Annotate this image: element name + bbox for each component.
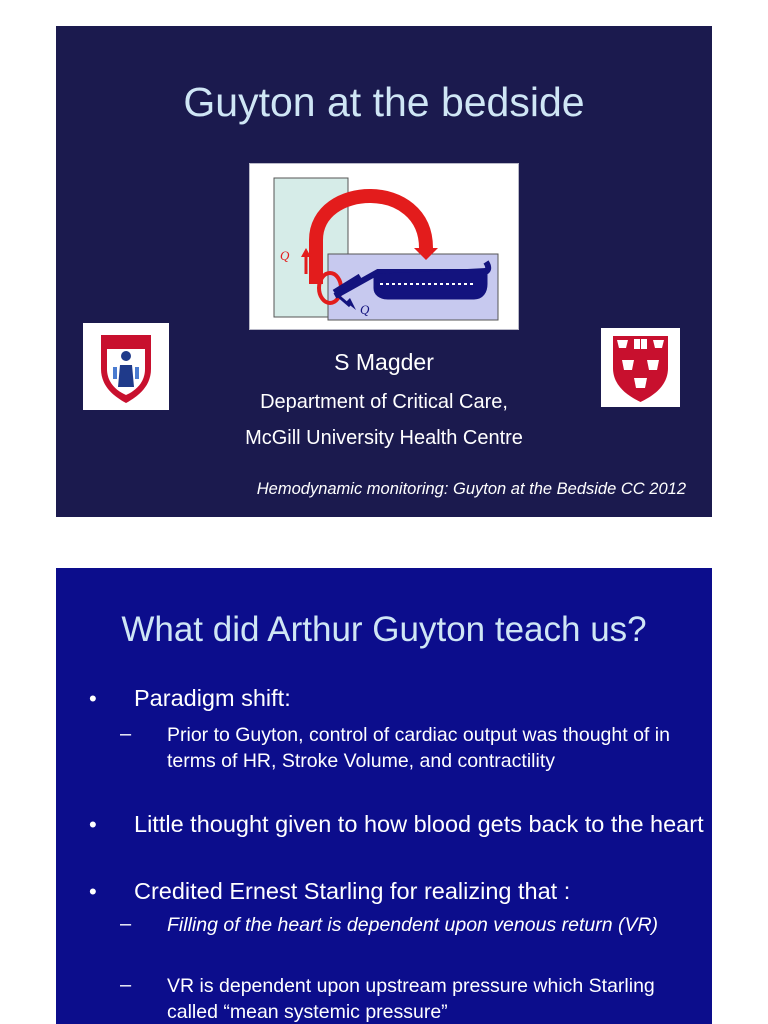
- slide-title: What did Arthur Guyton teach us?: [121, 610, 647, 649]
- q-label-lower: Q: [360, 302, 370, 317]
- sub-bullet-marker: –: [120, 723, 132, 745]
- q-label-upper: Q: [280, 248, 290, 263]
- content-slide: [56, 568, 712, 1024]
- slide-title: Guyton at the bedside: [183, 79, 585, 125]
- bullet-marker: •: [89, 879, 97, 904]
- bullet-item: Credited Ernest Starling for realizing that :: [134, 878, 571, 904]
- circulation-diagram: [249, 163, 519, 330]
- bullet-marker: •: [89, 686, 97, 711]
- sub-bullet-marker: –: [120, 974, 132, 996]
- sub-bullet-item: VR is dependent upon upstream pressure which Starling called “mean systemic pressure”: [167, 975, 655, 1023]
- sub-bullet-item: Prior to Guyton, control of cardiac output was thought of in terms of HR, Stroke Volume, and contractility: [167, 724, 670, 772]
- title-slide: [56, 26, 712, 517]
- author-name: S Magder: [334, 349, 434, 375]
- sub-bullet-marker: –: [120, 913, 132, 935]
- institution-line: McGill University Health Centre: [245, 427, 523, 449]
- department-line: Department of Critical Care,: [260, 391, 508, 413]
- slide-footer: Hemodynamic monitoring: Guyton at the Bedside CC 2012: [256, 480, 686, 498]
- circulation-diagram-svg: [250, 164, 518, 329]
- bullet-item: Little thought given to how blood gets back to the heart: [134, 811, 704, 837]
- bullet-marker: •: [89, 812, 97, 837]
- sub-bullet-item: Filling of the heart is dependent upon venous return (VR): [167, 914, 659, 936]
- bullet-item: Paradigm shift:: [134, 685, 291, 711]
